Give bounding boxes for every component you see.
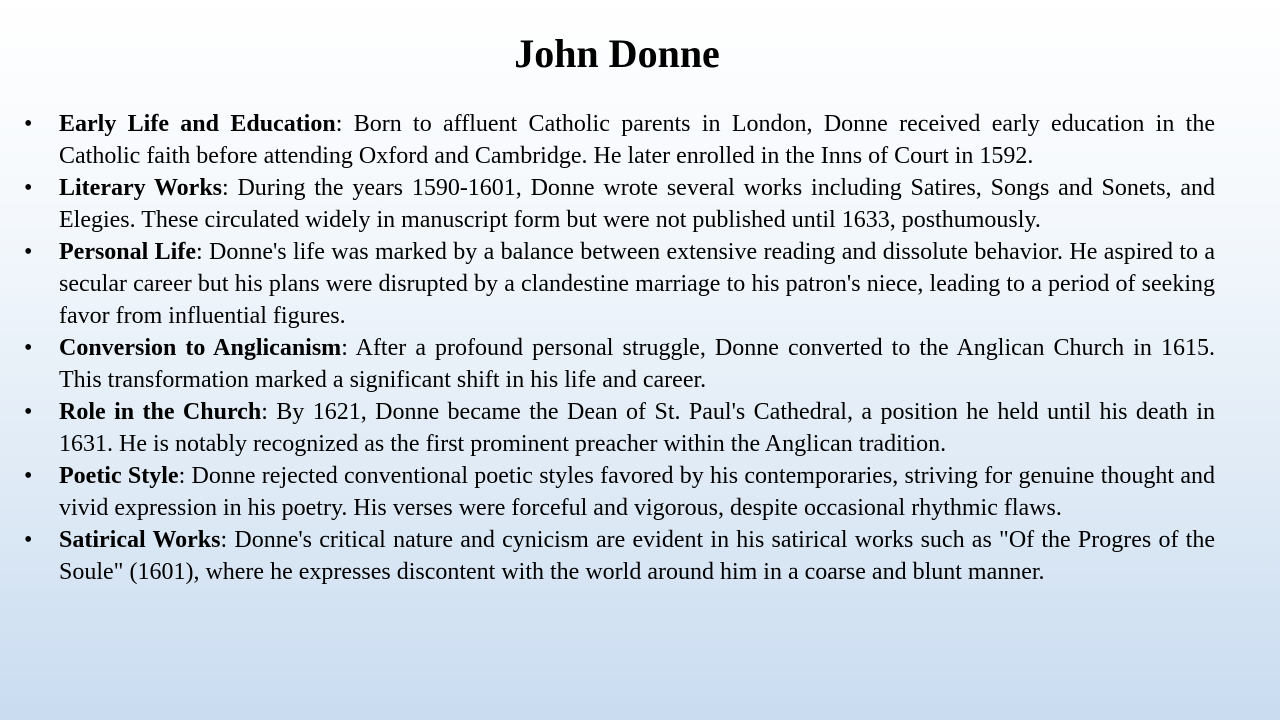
slide-title: John Donne — [514, 31, 720, 76]
bullet-text: : Donne's critical nature and cynicism are evident in his satirical works such as "Of the Progres of the Soule" (1601), where he expresses discontent with the world around him in a coarse and blunt manner. — [59, 527, 1215, 585]
bullet-heading: Early Life and Education — [59, 111, 336, 137]
bullet-icon: • — [24, 463, 33, 489]
bullet-icon: • — [24, 335, 33, 361]
bullet-item-literary-works — [24, 172, 1215, 236]
bullet-text: : By 1621, Donne became the Dean of St. Paul's Cathedral, a position he held until his death in 1631. He is notably recognized as the first prominent preacher within the Anglican tradition. — [59, 399, 1215, 457]
bullet-item-conversion — [24, 332, 1215, 396]
bullet-item-early-life — [24, 108, 1215, 172]
bullet-heading: Literary Works — [59, 175, 223, 201]
bullet-icon: • — [24, 399, 33, 425]
bullet-item-personal-life — [24, 236, 1216, 332]
bullet-text: : Donne rejected conventional poetic styles favored by his contemporaries, striving for genuine thought and vivid expression in his poetry. His verses were forceful and vigorous, despite occasional rhythmic flaws. — [59, 463, 1215, 521]
bullet-heading: Conversion to Anglicanism — [59, 335, 342, 361]
bullet-text: : After a profound personal struggle, Donne converted to the Anglican Church in 1615. This transformation marked a significant shift in his life and career. — [59, 335, 1215, 393]
bullet-item-satirical-works — [24, 524, 1215, 588]
bullet-list — [24, 108, 1216, 588]
bullet-icon: • — [24, 111, 33, 137]
bullet-heading: Personal Life — [59, 239, 196, 265]
bullet-icon: • — [24, 175, 33, 201]
bullet-text: : Born to affluent Catholic parents in London, Donne received early education in the Catholic faith before attending Oxford and Cambridge. He later enrolled in the Inns of Court in 1592. — [59, 111, 1215, 169]
bullet-heading: Role in the Church — [59, 399, 262, 425]
bullet-icon: • — [24, 239, 33, 265]
bullet-heading: Poetic Style — [59, 463, 179, 489]
bullet-heading: Satirical Works — [59, 527, 221, 553]
bullet-icon: • — [24, 527, 33, 553]
bullet-text: : Donne's life was marked by a balance between extensive reading and dissolute behavior. He aspired to a secular career but his plans were disrupted by a clandestine marriage to his patron's niece, leading to a period of seeking favor from influential figures. — [59, 239, 1216, 329]
bullet-item-role-in-church — [24, 396, 1215, 460]
bullet-text: : During the years 1590-1601, Donne wrote several works including Satires, Songs and Sonets, and Elegies. These circulated widely in manuscript form but were not published until 1633, posthumously. — [59, 175, 1215, 233]
bullet-item-poetic-style — [24, 460, 1215, 524]
